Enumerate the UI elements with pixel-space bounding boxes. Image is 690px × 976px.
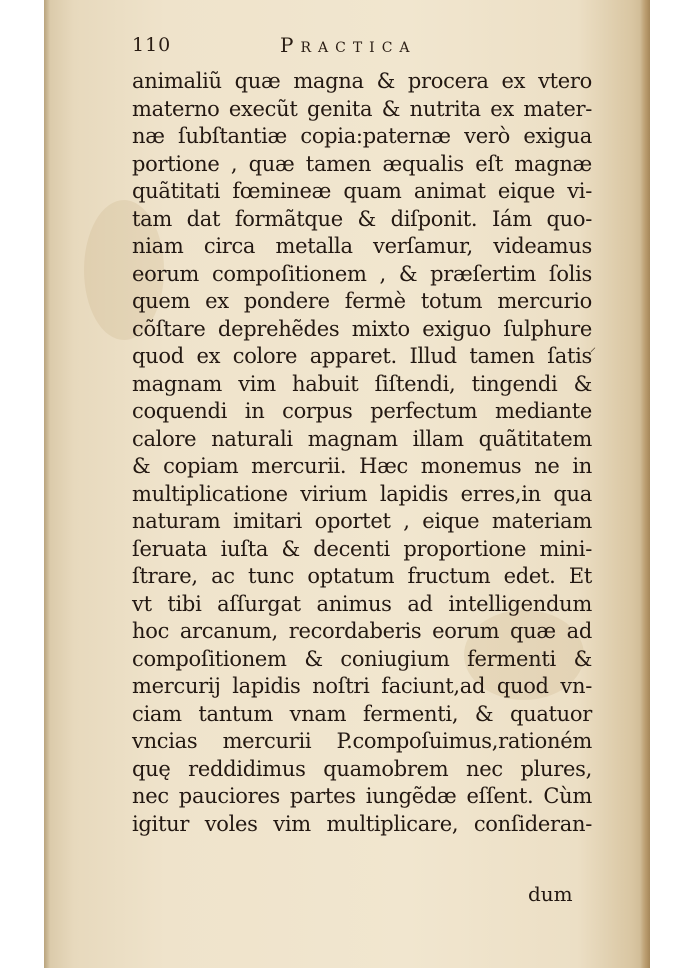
text-line: portione , quæ tamen æqualis eſt magnæ xyxy=(132,151,592,176)
running-head xyxy=(132,30,572,60)
text-line: & copiam mercurii. Hæc monemus ne in xyxy=(132,454,592,478)
text-line: eorum compoſitionem , & præſertim ſolis xyxy=(132,261,592,286)
gutter-shadow xyxy=(44,0,50,968)
text-line: quod ex colore apparet. Illud tamen ſatis xyxy=(132,344,592,368)
text-line: niam circa metalla verſamur, videamus xyxy=(132,234,592,258)
text-line: hoc arcanum, recordaberis eorum quæ ad xyxy=(132,619,592,643)
text-line: igitur voles vim multiplicare, conſideran- xyxy=(132,811,592,836)
text-line: tam dat formãtque & diſponit. Iám quo- xyxy=(132,206,592,231)
running-title: Practica xyxy=(280,33,417,57)
page-number: 110 xyxy=(132,34,172,56)
text-line: compoſitionem & coniugium fermenti & xyxy=(132,646,592,671)
text-line: animaliũ quæ magna & procera ex vtero xyxy=(132,69,592,93)
text-line: nec pauciores partes iungẽdæ eſſent. Cùm xyxy=(132,784,592,808)
text-line: coquendi in corpus perfectum mediante xyxy=(132,399,592,423)
catchword: dum xyxy=(528,882,573,906)
text-line: naturam imitari oportet , eique materiam xyxy=(132,509,592,533)
text-line: quãtitati fœmineæ quam animat eique vi- xyxy=(132,179,592,203)
text-line: multiplicatione virium lapidis erres,in qua xyxy=(132,481,592,506)
text-line: ciam tantum vnam fermenti, & quatuor xyxy=(132,701,592,726)
text-line: vt tibi aſſurgat animus ad intelligendum xyxy=(132,591,592,616)
text-line: ſtrare, ac tunc optatum fructum edet. Et xyxy=(132,564,592,588)
ink-mark-icon xyxy=(590,338,598,346)
body-text xyxy=(132,68,592,838)
text-line: quę reddidimus quamobrem nec plures, xyxy=(132,756,592,781)
text-line: quem ex pondere fermè totum mercurio xyxy=(132,289,592,313)
text-line: materno execũt genita & nutrita ex mater- xyxy=(132,96,592,121)
text-line: næ ſubſtantiæ copia:paternæ verò exigua xyxy=(132,124,592,148)
text-line: ſeruata iuſta & decenti proportione mini- xyxy=(132,536,592,561)
text-line: magnam vim habuit ſiſtendi, tingendi & xyxy=(132,371,592,396)
text-line: cõſtare deprehẽdes mixto exiguo ſulphure xyxy=(132,316,592,341)
text-line: vncias mercurii P.compoſuimus,rationém xyxy=(132,729,592,753)
leaf-edge xyxy=(640,0,650,968)
text-line: calore naturali magnam illam quãtitatem xyxy=(132,426,592,451)
text-line: mercurij lapidis noſtri faciunt,ad quod vn- xyxy=(132,674,592,698)
